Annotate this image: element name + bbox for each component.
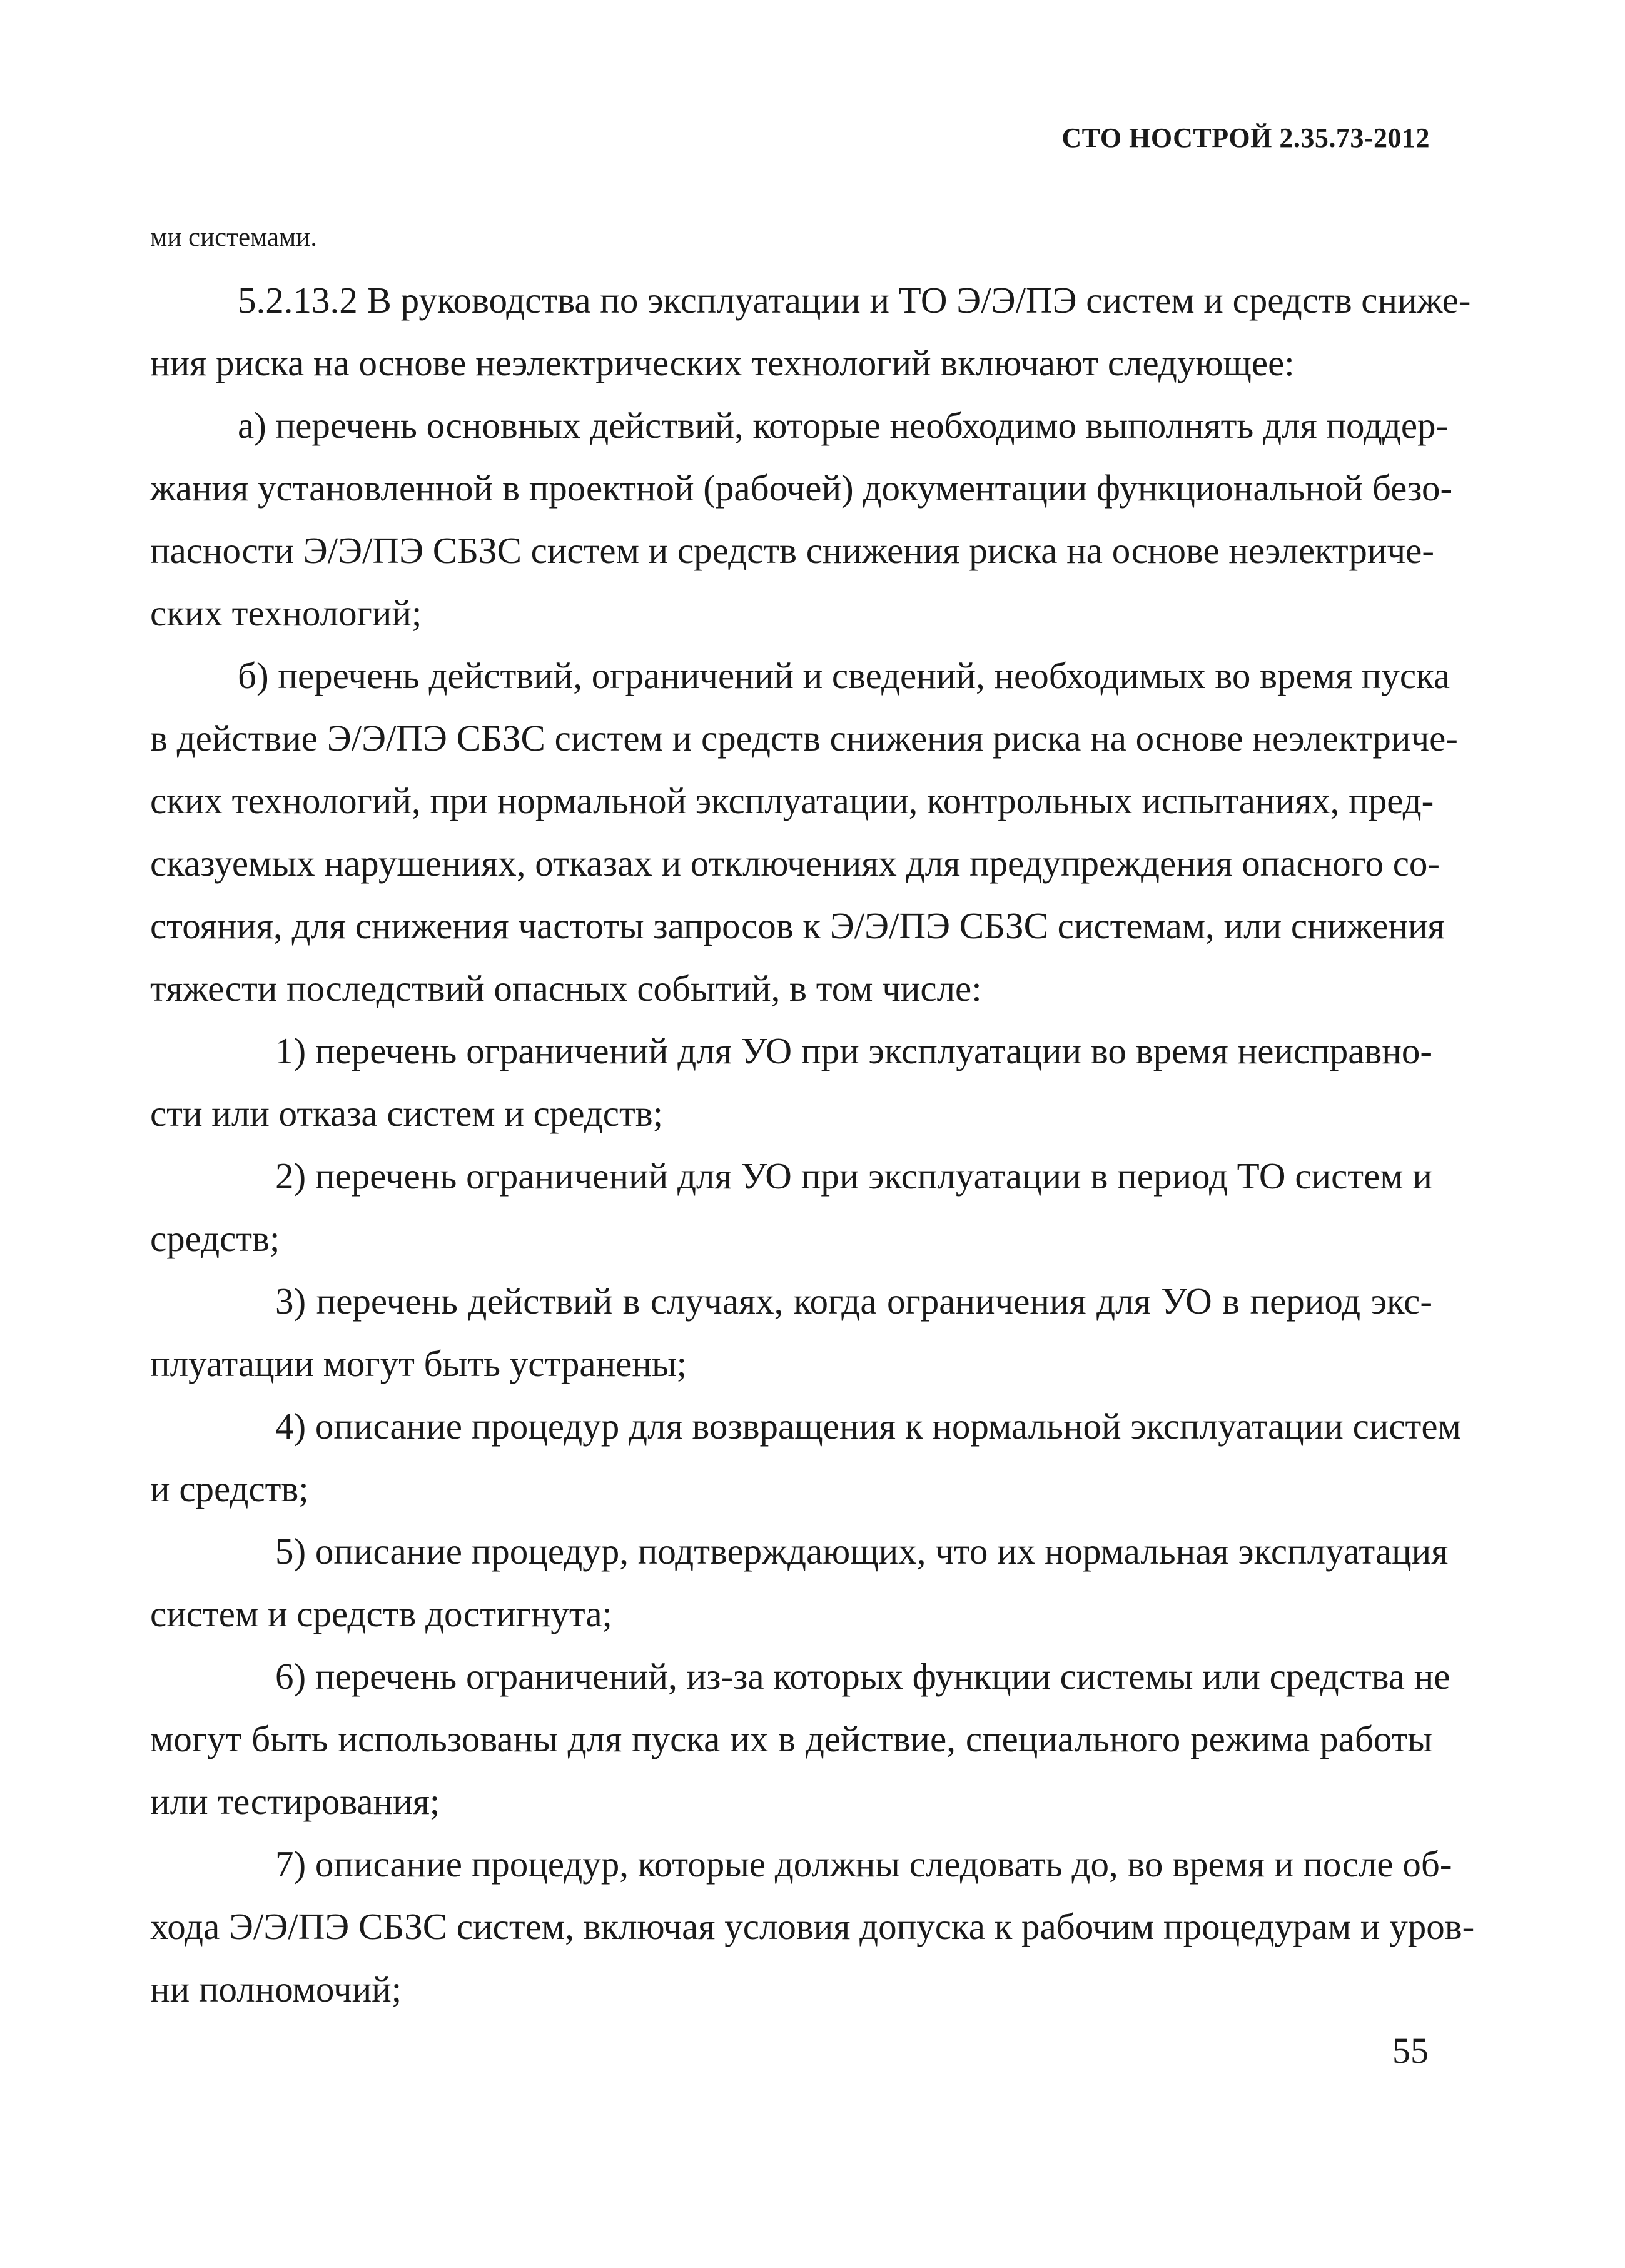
text-line: 5) описание процедур, подтверждающих, что их нормальная эксплуатация	[275, 1531, 1449, 1572]
text-line: 3) перечень действий в случаях, когда ограничения для УО в период экс-	[275, 1280, 1432, 1322]
text-line: 6) перечень ограничений, из-за которых функции системы или средства не	[275, 1656, 1450, 1697]
document-code-header: СТО НОСТРОЙ 2.35.73-2012	[1061, 123, 1430, 153]
text-line: ми системами.	[150, 223, 318, 252]
text-line: сти или отказа систем и средств;	[150, 1093, 664, 1134]
text-line: 2) перечень ограничений для УО при эксплуатации в период ТО систем и	[275, 1155, 1432, 1197]
text-line: пасности Э/Э/ПЭ СБЗС систем и средств снижения риска на основе неэлектриче-	[150, 530, 1435, 571]
text-line: могут быть использованы для пуска их в действие, специального режима работы	[150, 1718, 1432, 1759]
text-line: ния риска на основе неэлектрических технологий включают следующее:	[150, 342, 1295, 383]
text-line: ских технологий, при нормальной эксплуатации, контрольных испытаниях, пред-	[150, 780, 1434, 821]
text-line: б) перечень действий, ограничений и сведений, необходимых во время пуска	[238, 655, 1450, 696]
text-line: тяжести последствий опасных событий, в том числе:	[150, 968, 982, 1009]
text-line: и средств;	[150, 1468, 309, 1509]
text-line: плуатации могут быть устранены;	[150, 1343, 687, 1384]
text-line: ских технологий;	[150, 592, 422, 634]
text-line: в действие Э/Э/ПЭ СБЗС систем и средств снижения риска на основе неэлектриче-	[150, 717, 1458, 759]
text-line: систем и средств достигнута;	[150, 1593, 612, 1634]
text-line: ни полномочий;	[150, 1968, 402, 2010]
text-line: сказуемых нарушениях, отказах и отключениях для предупреждения опасного со-	[150, 843, 1440, 884]
text-line: 5.2.13.2 В руководства по эксплуатации и ТО Э/Э/ПЭ систем и средств сниже-	[238, 280, 1471, 321]
document-body	[150, 206, 1475, 2020]
text-line: хода Э/Э/ПЭ СБЗС систем, включая условия допуска к рабочим процедурам и уров-	[150, 1906, 1475, 1947]
text-line: жания установленной в проектной (рабочей) документации функциональной безо-	[150, 467, 1453, 509]
text-line: 7) описание процедур, которые должны следовать до, во время и после об-	[275, 1843, 1452, 1885]
text-line: а) перечень основных действий, которые необходимо выполнять для поддер-	[238, 405, 1449, 446]
text-line: 1) перечень ограничений для УО при эксплуатации во время неисправно-	[275, 1030, 1432, 1071]
text-line: средств;	[150, 1218, 280, 1259]
text-line: стояния, для снижения частоты запросов к Э/Э/ПЭ СБЗС системам, или снижения	[150, 905, 1445, 946]
text-line: или тестирования;	[150, 1781, 440, 1822]
text-line: 4) описание процедур для возвращения к нормальной эксплуатации систем	[275, 1405, 1461, 1447]
page-number: 55	[1392, 2030, 1429, 2071]
